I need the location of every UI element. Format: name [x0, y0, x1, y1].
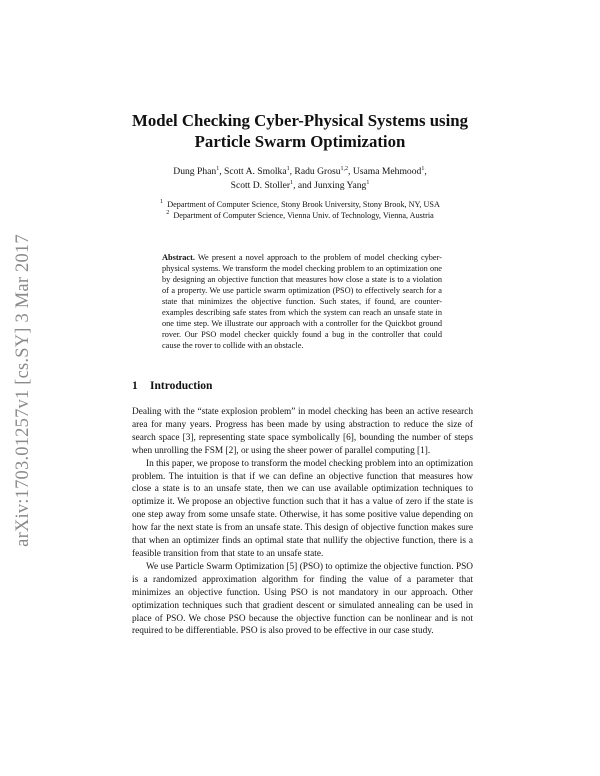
author-affil-sup: 1,2: [340, 166, 349, 172]
author-name: Scott A. Smolka: [223, 166, 287, 177]
abstract-text: We present a novel approach to the problem of model checking cyber-physical systems. We transform the model checking problem to an optimization one by designing an objective function that measures how close a state is to a violation of a property. We use particle swarm optimization (PSO) to effectively search for a state that minimizes the objective function. Such states, if found, are counter-examples describing safe states from which the system can reach an unsafe state in one time step. We illustrate our approach with a controller for the Quickbot ground rover. Our PSO model checker quickly found a bug in the controller that could cause the rover to collide with an obstacle.: [162, 253, 442, 350]
section-title: Introduction: [150, 380, 213, 392]
arxiv-id-text: arXiv:1703.01257v1 [cs.SY] 3 Mar 2017: [12, 233, 33, 547]
paragraph-1: Dealing with the “state explosion problem” in model checking has been an active research area for many years. Progress has been made by using abstraction to reduce the size of search space [3], representing state space symbolically [6], bounding the number of steps when unrolling the FSM [2], or using the sheer power of parallel computing [1].: [132, 407, 473, 456]
title-line-1: Model Checking Cyber-Physical Systems using: [132, 111, 468, 130]
author-affil-sup: 1: [366, 180, 370, 186]
paragraph-2: In this paper, we propose to transform the model checking problem into an optimization problem. The intuition is that if we can define an objective function that measures how close a state is to an unsafe state, then we can use available optimization techniques to optimize it. We propose an objective function such that it has a value of zero if the state is one step away from some unsafe state. Otherwise, it has some positive value depending on how far the next state is from an unsafe state. This design of objective function makes sure that when an optimizer finds an optimal state that nullify the objective function, there is a feasible transition from that state to an unsafe state.: [132, 458, 474, 559]
paper-title: [0, 110, 600, 152]
affiliations: [0, 199, 600, 221]
affiliation-sup: 1: [160, 199, 164, 205]
author-affil-sup: 1: [216, 166, 220, 172]
author-name: Usama Mehmood: [352, 166, 422, 177]
title-line-2: Particle Swarm Optimization: [194, 132, 406, 151]
author-list: [0, 165, 600, 193]
author-affil-sup: 1: [421, 166, 425, 172]
affiliation-text: Department of Computer Science, Vienna Univ. of Technology, Vienna, Austria: [173, 211, 434, 220]
author-name: Dung Phan: [173, 166, 217, 177]
author-name: Scott D. Stoller: [230, 180, 291, 191]
author-affil-sup: 1: [290, 180, 294, 186]
author-line-2: Scott D. Stoller$^1$, and Junxing Yang$^1$: [230, 180, 370, 191]
author-name: Radu Grosu: [294, 166, 341, 177]
section-heading: [132, 380, 212, 392]
author-line-1: Dung Phan$^1$, Scott A. Smolka$^1$, Radu Grosu$^{1,2}$, Usama Mehmood$^1$,: [173, 166, 427, 177]
section-body: [132, 406, 473, 638]
affiliation-2: [0, 210, 600, 221]
author-name: and Junxing Yang: [297, 180, 367, 191]
arxiv-identifier: [6, 210, 40, 570]
affiliation-text: Department of Computer Science, Stony Brook University, Stony Brook, NY, USA: [167, 200, 440, 209]
affiliation-1: [0, 199, 600, 210]
section-number: 1: [132, 380, 138, 392]
paragraph-3: We use Particle Swarm Optimization [5] (PSO) to optimize the objective function. PSO is a randomized approximation algorithm for finding the value of a parameter that minimizes an objective function. Using PSO is not mandatory in our approach. Other optimization techniques such that gradient descent or simulated annealing can be used in place of PSO. We chose PSO because the objective function can be nonlinear and is not required to be differentiable. PSO is also proved to be effective in our case study.: [132, 561, 473, 637]
author-affil-sup: 1: [286, 166, 290, 172]
abstract: [162, 252, 442, 351]
abstract-label: Abstract.: [162, 253, 195, 262]
affiliation-sup: 2: [166, 210, 170, 216]
